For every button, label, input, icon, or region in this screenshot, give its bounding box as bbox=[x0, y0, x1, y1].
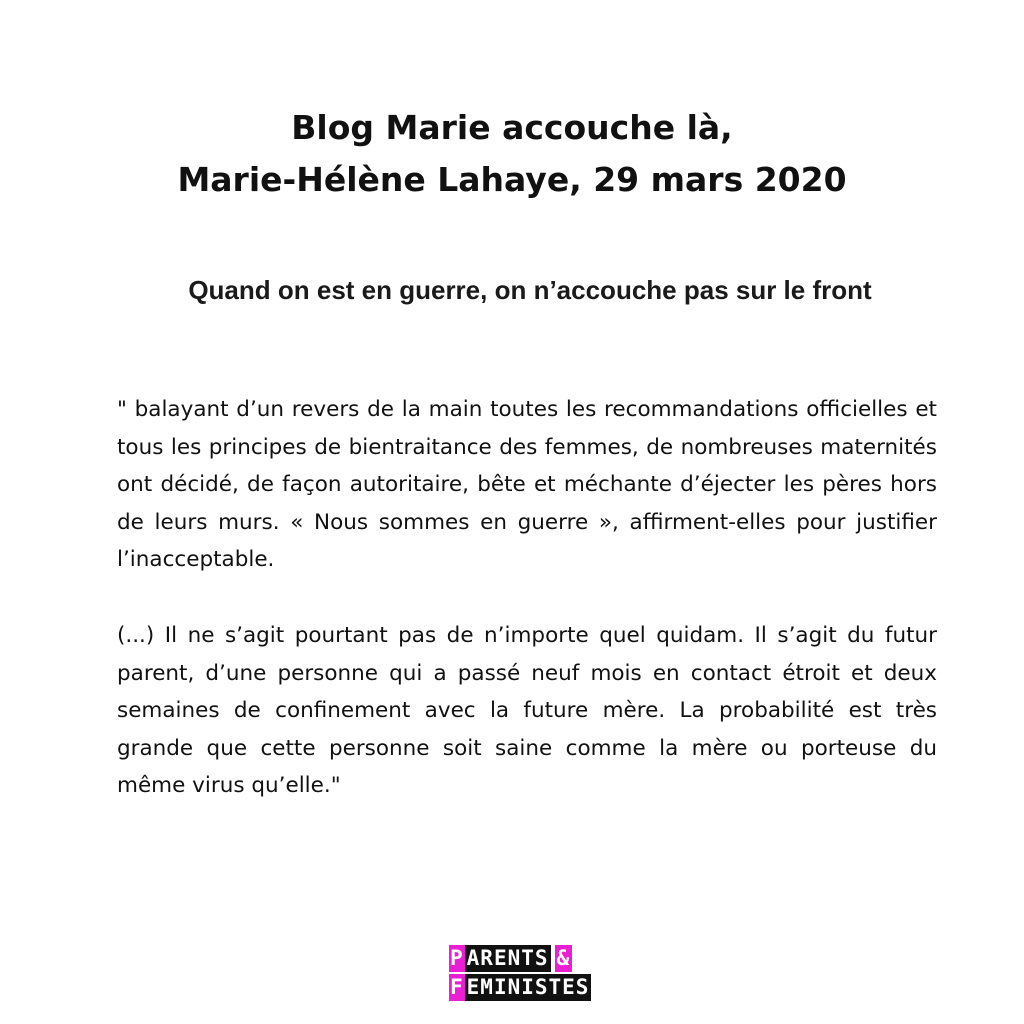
logo-word-parents: ARENTS bbox=[466, 946, 549, 970]
logo-ampersand: & bbox=[556, 946, 571, 970]
page-title-line2: Marie-Hélène Lahaye, 29 mars 2020 bbox=[177, 160, 847, 199]
article-headline: Quand on est en guerre, on n’accouche pas sur le front bbox=[188, 275, 872, 305]
page-title bbox=[0, 102, 1024, 206]
logo-initial-f: F bbox=[450, 975, 464, 999]
quote-paragraph-2: (...) Il ne s’agit pourtant pas de n’importe quel quidam. Il s’agit du futur parent, d’une personne qui a passé neuf mois en contact étroit et deux semaines de confinement avec la future mère. La probabilité est très grande que cette personne soit saine comme la mère ou porteuse du même virus qu’elle." bbox=[117, 623, 937, 798]
logo-word-feministes: EMINISTES bbox=[466, 975, 590, 999]
parents-feministes-logo bbox=[449, 945, 601, 1003]
page-title-line1: Blog Marie accouche là, bbox=[291, 108, 733, 147]
logo-row-2 bbox=[449, 974, 601, 1001]
quote-paragraph-1: " balayant d’un revers de la main toutes les recommandations officielles et tous les principes de bientraitance des femmes, de nombreuses maternités ont décidé, de façon autoritaire, bête et méchante d’éjecter les pères hors de leurs murs. « Nous sommes en guerre », affirment-elles pour justifier l’inacceptable. bbox=[117, 397, 937, 572]
logo-initial-p: P bbox=[450, 946, 464, 970]
logo-row-1 bbox=[449, 945, 601, 972]
